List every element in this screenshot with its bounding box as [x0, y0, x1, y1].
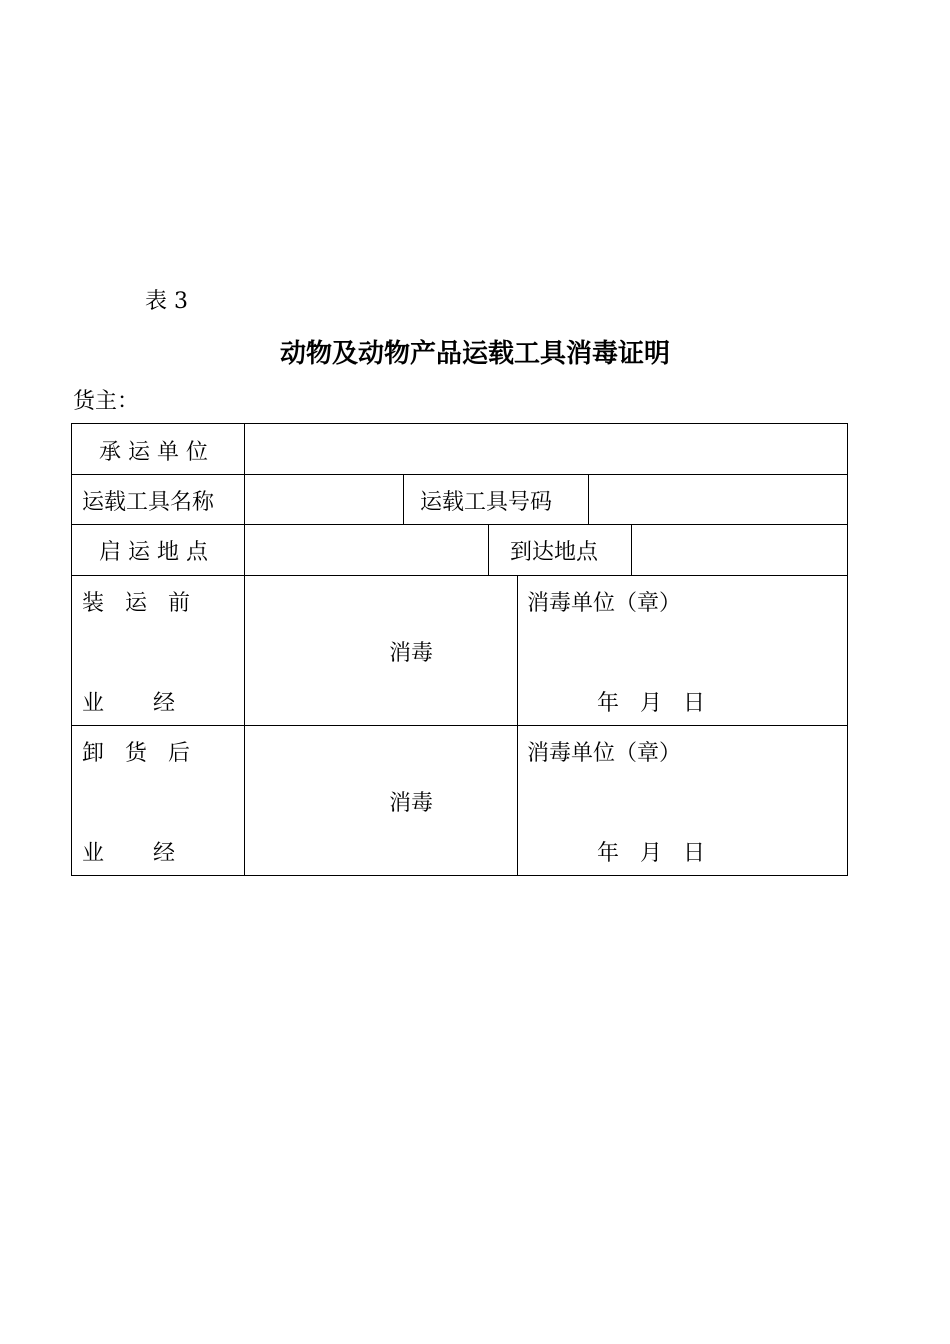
destination-field[interactable]: [639, 535, 839, 563]
before-loading-date: 年 月 日: [597, 691, 705, 716]
after-unloading-date: 年 月 日: [597, 841, 705, 866]
vehicle-number-label: 运载工具号码: [420, 490, 553, 515]
column-divider: [244, 424, 245, 875]
owner-label: 货主：: [73, 389, 140, 414]
document-title: 动物及动物产品运载工具消毒证明: [279, 339, 670, 369]
origin-field[interactable]: [252, 535, 482, 563]
vehicle-name-label: 运载工具名称: [82, 490, 215, 515]
after-unloading-label: 卸 货 后: [82, 741, 190, 766]
before-loading-label-2: 业 经: [82, 691, 175, 716]
destination-label: 到达地点: [510, 540, 599, 565]
column-divider: [517, 575, 518, 875]
after-unloading-unit-label: 消毒单位（章）: [527, 741, 682, 766]
row-divider: [72, 474, 847, 475]
vehicle-number-field[interactable]: [596, 485, 841, 513]
row-divider: [72, 575, 847, 576]
disinfection-form-table: [71, 423, 848, 876]
before-loading-unit-label: 消毒单位（章）: [527, 591, 682, 616]
before-loading-disinfection-text: 消毒: [389, 641, 434, 666]
row-divider: [72, 725, 847, 726]
column-divider: [488, 524, 489, 575]
origin-label: 启 运 地 点: [99, 540, 208, 565]
column-divider: [631, 524, 632, 575]
column-divider: [588, 474, 589, 525]
vehicle-name-field[interactable]: [252, 485, 397, 513]
carrier-field[interactable]: [252, 435, 842, 463]
column-divider: [403, 474, 404, 525]
row-divider: [72, 524, 847, 525]
before-loading-label: 装 运 前: [82, 591, 190, 616]
after-unloading-label-2: 业 经: [82, 841, 175, 866]
after-unloading-disinfection-text: 消毒: [389, 791, 434, 816]
table-number: 表 3: [145, 289, 188, 314]
carrier-label: 承 运 单 位: [99, 440, 208, 465]
